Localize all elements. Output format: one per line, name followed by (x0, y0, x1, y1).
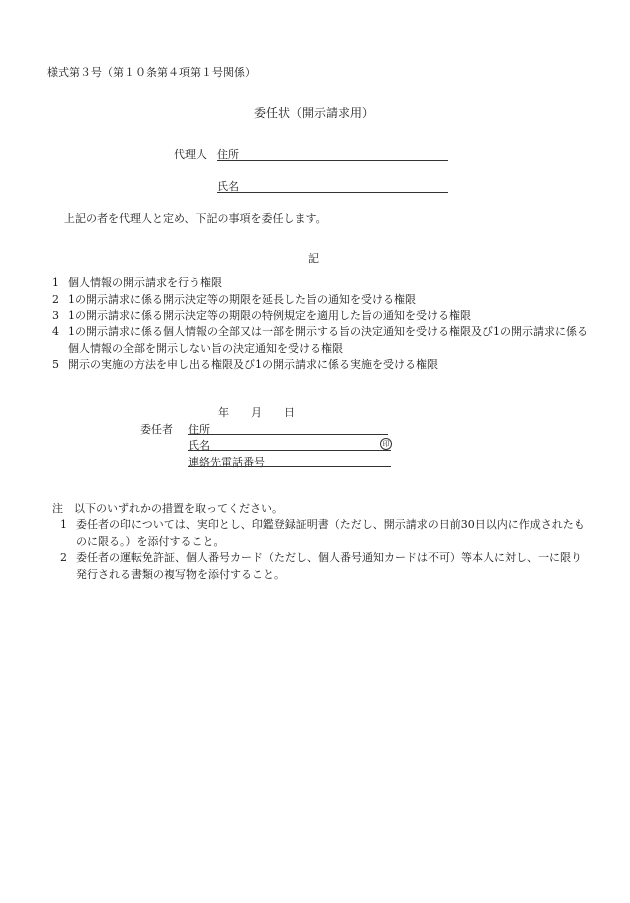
item-number: 1 (52, 276, 59, 289)
principal-name-label: 氏名 (188, 439, 210, 452)
agent-address-line (217, 160, 448, 161)
principal-phone-line (188, 466, 391, 467)
form-reference: 様式第３号（第１０条第４項第１号関係） (47, 66, 256, 79)
item-number: 4 (52, 325, 59, 338)
ki-heading: 記 (308, 252, 319, 265)
note-text: 委任者の印については、実印とし、印鑑登録証明書（ただし、開示請求の日前30日以内に作成されたものに限る。）を添付すること。 (76, 518, 585, 548)
item-number: 5 (52, 358, 59, 371)
delegation-statement: 上記の者を代理人と定め、下記の事項を委任します。 (64, 212, 327, 225)
note-heading: 注 以下のいずれかの措置を取ってください。 (52, 502, 283, 515)
note-text: 委任者の運転免許証、個人番号カード（ただし、個人番号通知カードは不可）等本人に対し、一に限り発行される書類の複写物を添付すること。 (76, 551, 582, 581)
item-text: 個人情報の開示請求を行う権限 (68, 276, 222, 289)
document-title: 委任状（開示請求用） (254, 106, 375, 120)
item-text: 開示の実施の方法を申し出る権限及び1の開示請求に係る実施を受ける権限 (68, 358, 438, 371)
principal-label: 委任者 (140, 423, 173, 436)
date-line: 年 月 日 (218, 406, 295, 419)
agent-name-line (217, 192, 448, 193)
item-number: 2 (52, 293, 59, 306)
agent-address-label: 住所 (217, 148, 239, 161)
item-text: 1の開示請求に係る開示決定等の期限を延長した旨の通知を受ける権限 (68, 293, 416, 306)
agent-label: 代理人 (174, 148, 207, 161)
note-number: 2 (60, 551, 67, 564)
item-number: 3 (52, 309, 59, 322)
note-number: 1 (60, 518, 67, 531)
seal-mark: 印 (380, 438, 392, 450)
item-text: 1の開示請求に係る個人情報の全部又は一部を開示する旨の決定通知を受ける権限及び1の開示請求に係る個人情報の全部を開示しない旨の決定通知を受ける権限 (68, 325, 588, 355)
principal-phone-label: 連絡先電話番号 (188, 456, 265, 469)
principal-name-line (188, 450, 391, 451)
item-text: 1の開示請求に係る開示決定等の期限の特例規定を適用した旨の通知を受ける権限 (68, 309, 471, 322)
principal-address-label: 住所 (188, 423, 210, 436)
principal-address-line (188, 434, 388, 435)
agent-name-label: 氏名 (217, 180, 239, 193)
